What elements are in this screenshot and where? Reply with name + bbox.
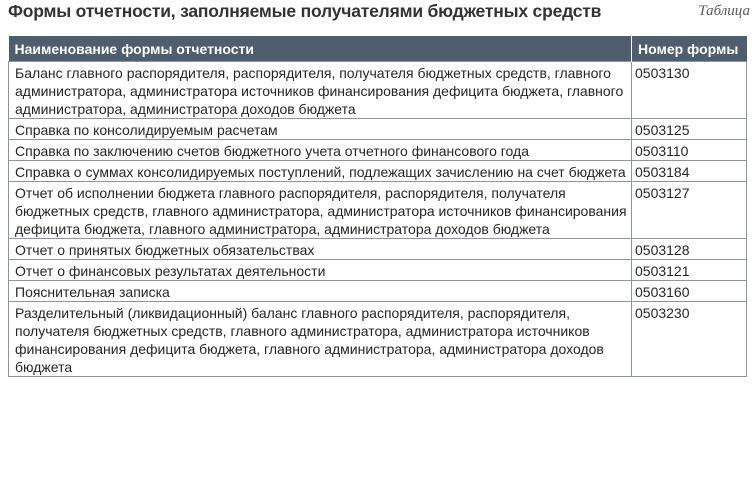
form-name-cell: Разделительный (ликвидационный) баланс главного распорядителя, распорядителя, получателя бюджетных средств, главного администратора, администратора источников финансирования дефицита бюджета, главного администратора, администратора доходов бюджета: [9, 302, 632, 377]
table-row: [9, 260, 747, 281]
table-row: [9, 239, 747, 260]
form-name-cell: Справка о суммах консолидируемых поступлений, подлежащих зачислению на счет бюджета: [9, 161, 632, 182]
table-row: [9, 140, 747, 161]
table-row: [9, 119, 747, 140]
form-code-cell: 0503125: [632, 119, 747, 140]
table-row: [9, 62, 747, 119]
table-row: [9, 161, 747, 182]
form-name-cell: Отчет об исполнении бюджета главного распорядителя, распорядителя, получателя бюджетных средств, главного администратора, администратора источников финансирования дефицита бюджета, главного администратора, администратора доходов бюджета: [9, 182, 632, 239]
title-row: [8, 0, 750, 30]
form-name-cell: Баланс главного распорядителя, распорядителя, получателя бюджетных средств, главного администратора, администратора источников финансирования дефицита бюджета, главного администратора, администратора доходов бюджета: [9, 62, 632, 119]
page-title: Формы отчетности, заполняемые получателями бюджетных средств: [8, 1, 602, 21]
form-code-cell: 0503130: [632, 62, 747, 119]
form-code-cell: 0503127: [632, 182, 747, 239]
form-code-cell: 0503110: [632, 140, 747, 161]
form-name-cell: Справка по консолидируемым расчетам: [9, 119, 632, 140]
form-code-cell: 0503184: [632, 161, 747, 182]
reporting-forms-table: [8, 36, 747, 377]
table-row: [9, 302, 747, 377]
table-header-row: [9, 36, 747, 62]
form-code-cell: 0503121: [632, 260, 747, 281]
column-header-name: Наименование формы отчетности: [9, 36, 632, 62]
table-tag: Таблица: [698, 3, 750, 19]
form-name-cell: Справка по заключению счетов бюджетного учета отчетного финансового года: [9, 140, 632, 161]
table-row: [9, 182, 747, 239]
column-header-code: Номер формы: [632, 36, 747, 62]
table-row: [9, 281, 747, 302]
form-code-cell: 0503230: [632, 302, 747, 377]
form-name-cell: Отчет о финансовых результатах деятельности: [9, 260, 632, 281]
form-name-cell: Отчет о принятых бюджетных обязательствах: [9, 239, 632, 260]
form-code-cell: 0503128: [632, 239, 747, 260]
form-code-cell: 0503160: [632, 281, 747, 302]
form-name-cell: Пояснительная записка: [9, 281, 632, 302]
